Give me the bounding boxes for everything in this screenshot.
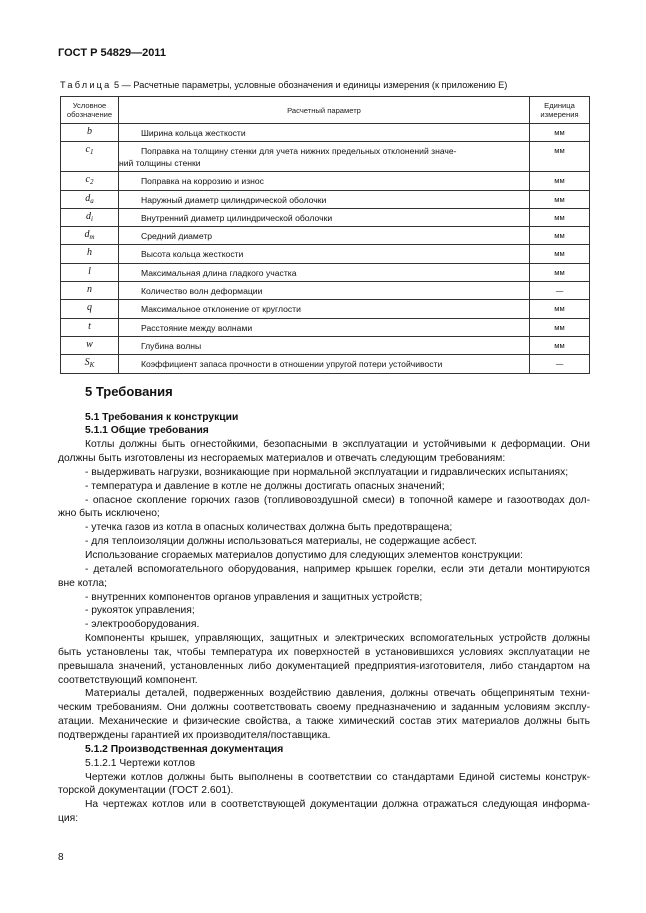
- table-row: [61, 172, 590, 190]
- page-number: 8: [58, 852, 64, 863]
- row-unit: мм: [530, 318, 590, 336]
- text-line: - выдерживать нагрузки, возникающие при нормальной эксплуатации и гидравлических испытаниях;: [85, 466, 569, 478]
- row-symbol: [61, 172, 119, 190]
- parameter-text: Поправка на коррозию и износ: [141, 176, 264, 187]
- row-parameter: [119, 318, 530, 336]
- text-line: соответствующий компонент.: [58, 674, 198, 686]
- table-row: [61, 208, 590, 226]
- parameter-text: Внутренний диаметр цилиндрической оболочки: [141, 212, 333, 223]
- row-parameter: [119, 208, 530, 226]
- table-row: [61, 142, 590, 172]
- symbol-subscript: K: [89, 361, 95, 370]
- row-symbol: [61, 142, 119, 172]
- table-row: [61, 227, 590, 245]
- table-header-row: [61, 97, 590, 124]
- row-symbol: [61, 355, 119, 373]
- text-line: Использование сгораемых материалов допустимо для следующих элементов конструкции:: [85, 550, 523, 561]
- row-unit: мм: [530, 124, 590, 142]
- table-row: [61, 245, 590, 263]
- text-line: Котлы должны быть огнестойкими, безопасными в эксплуатации и устойчивыми к деформации. Они: [85, 439, 590, 451]
- row-unit: мм: [530, 227, 590, 245]
- table-row: [61, 263, 590, 281]
- body-text: [58, 411, 590, 826]
- text-line: - утечка газов из котла в опасных количествах должна быть предотвращена;: [85, 522, 453, 534]
- text-line: атации. Механические и физические свойства, а также химический состав этих материалов должны быть: [58, 716, 590, 728]
- symbol-letter: t: [88, 320, 91, 332]
- row-parameter: [119, 282, 530, 300]
- row-symbol: [61, 336, 119, 354]
- row-parameter: [119, 227, 530, 245]
- symbol-letter: l: [88, 265, 91, 277]
- section-title: 5 Требования: [85, 383, 173, 399]
- row-parameter: [119, 190, 530, 208]
- table-caption-prefix: Таблица: [60, 80, 112, 90]
- row-symbol: [61, 208, 119, 226]
- row-parameter: [119, 300, 530, 318]
- text-line: ческим требованиям. Они должны соответствовать своему предназначению и заданным условиям эксплу-: [58, 702, 590, 714]
- table-row: [61, 124, 590, 142]
- parameter-text: Поправка на толщину стенки для учета нижних предельных отклонений значе-: [141, 146, 457, 157]
- text-line: - электрооборудования.: [85, 619, 200, 631]
- parameter-text: Высота кольца жесткости: [141, 249, 244, 260]
- subsection-heading: 5.1 Требования к конструкции: [85, 411, 239, 423]
- table-caption: [60, 80, 507, 90]
- text-line: На чертежах котлов или в соответствующей документации должна отражаться следующая информа-: [85, 799, 590, 811]
- row-parameter: [119, 336, 530, 354]
- row-unit: мм: [530, 208, 590, 226]
- text-line: - температура и давление в котле не должны достигать опасных значений;: [85, 480, 445, 492]
- text-line: жно быть исключено;: [58, 508, 160, 520]
- symbol-letter: q: [87, 302, 92, 314]
- text-line: - деталей вспомогательного оборудования, например крышек горелки, если эти детали монтируются: [85, 563, 590, 575]
- document-header: ГОСТ Р 54829—2011: [58, 47, 166, 59]
- text-line: ция:: [58, 813, 79, 825]
- subsection-heading: 5.1.1 Общие требования: [85, 425, 209, 437]
- row-parameter: [119, 172, 530, 190]
- text-line: Чертежи котлов должны быть выполнены в соответствии со стандартами Единой системы конструк-: [85, 771, 590, 783]
- parameter-text: Расстояние между волнами: [141, 322, 253, 333]
- parameter-text-cont: ний толщины стенки: [119, 158, 201, 169]
- row-symbol: [61, 245, 119, 263]
- text-line: быть установлены так, чтобы температура их поверхностей в установившихся условиях эксплуатации не: [58, 646, 590, 658]
- table-row: [61, 318, 590, 336]
- row-unit: мм: [530, 142, 590, 172]
- header-unit: Единица измерения: [530, 97, 590, 124]
- table-row: [61, 190, 590, 208]
- subsection-heading: 5.1.2 Производственная документация: [85, 743, 284, 755]
- row-symbol: [61, 124, 119, 142]
- text-line: превышала значений, установленных либо документацией предприятия-изготовителя, либо стандартом на: [58, 660, 590, 672]
- parameter-text: Глубина волны: [141, 340, 202, 351]
- symbol-letter: n: [87, 284, 92, 296]
- text-line: - для теплоизоляции должны использоваться материалы, не содержащие асбест.: [85, 536, 477, 548]
- parameter-text: Коэффициент запаса прочности в отношении упругой потери устойчивости: [141, 359, 443, 370]
- symbol-subscript: a: [90, 196, 94, 205]
- header-param: Расчетный параметр: [119, 97, 530, 124]
- text-line: - опасное скопление горючих газов (топливовоздушной смеси) в топочной камере и газоотводах дол-: [85, 494, 590, 506]
- parameters-table: [60, 96, 590, 374]
- row-symbol: [61, 318, 119, 336]
- parameter-text: Количество волн деформации: [141, 286, 263, 297]
- symbol-subscript: m: [89, 233, 95, 242]
- symbol-letter: h: [87, 247, 92, 259]
- symbol-letter: w: [86, 338, 93, 350]
- text-line: должны быть изготовлены из несгораемых материалов и отвечать следующим требованиям:: [58, 453, 506, 465]
- row-symbol: [61, 263, 119, 281]
- table-caption-text: 5 — Расчетные параметры, условные обозначения и единицы измерения (к приложению Е): [111, 80, 508, 90]
- text-line: Компоненты крышек, управляющих, защитных и электрических вспомогательных устройств должны: [85, 633, 590, 645]
- row-symbol: [61, 190, 119, 208]
- row-unit: —: [530, 282, 590, 300]
- symbol-subscript: 2: [89, 178, 94, 187]
- row-parameter: [119, 263, 530, 281]
- table-row: [61, 282, 590, 300]
- row-unit: мм: [530, 263, 590, 281]
- row-parameter: [119, 142, 530, 172]
- row-unit: —: [530, 355, 590, 373]
- table-row: [61, 300, 590, 318]
- text-line: - внутренних компонентов органов управления и защитных устройств;: [85, 591, 423, 603]
- row-unit: мм: [530, 172, 590, 190]
- parameter-text: Наружный диаметр цилиндрической оболочки: [141, 194, 327, 205]
- header-symbol: Условное обозначение: [61, 97, 119, 124]
- symbol-subscript: i: [91, 214, 93, 223]
- row-symbol: [61, 300, 119, 318]
- table-row: [61, 336, 590, 354]
- parameter-text: Ширина кольца жесткости: [141, 128, 246, 138]
- row-unit: мм: [530, 245, 590, 263]
- symbol-letter: c: [85, 174, 90, 186]
- row-parameter: [119, 124, 530, 142]
- row-symbol: [61, 227, 119, 245]
- row-symbol: [61, 282, 119, 300]
- parameter-text: Средний диаметр: [141, 231, 213, 242]
- content-flow: [58, 96, 590, 826]
- text-line: - рукояток управления;: [85, 605, 195, 617]
- symbol-subscript: 1: [89, 148, 94, 157]
- symbol-letter: c: [85, 144, 90, 156]
- text-line: Материалы деталей, подверженных воздействию давления, должны отвечать общепринятым техни-: [85, 688, 590, 700]
- row-unit: мм: [530, 300, 590, 318]
- text-line: вне котла;: [58, 577, 107, 589]
- row-unit: мм: [530, 190, 590, 208]
- symbol-letter: d: [86, 210, 92, 222]
- text-line: 5.1.2.1 Чертежи котлов: [85, 757, 196, 769]
- symbol-letter: b: [87, 126, 92, 137]
- row-parameter: [119, 355, 530, 373]
- symbol-letter: d: [85, 192, 91, 204]
- row-unit: мм: [530, 336, 590, 354]
- text-line: подтверждены гарантией их производителя/поставщика.: [58, 729, 331, 741]
- symbol-letter: d: [84, 229, 90, 241]
- symbol-letter: S: [84, 357, 90, 369]
- row-parameter: [119, 245, 530, 263]
- parameter-text: Максимальная длина гладкого участка: [141, 267, 297, 278]
- parameter-text: Максимальное отклонение от круглости: [141, 304, 301, 315]
- text-line: торской документации (ГОСТ 2.601).: [58, 785, 234, 797]
- table-row: [61, 355, 590, 373]
